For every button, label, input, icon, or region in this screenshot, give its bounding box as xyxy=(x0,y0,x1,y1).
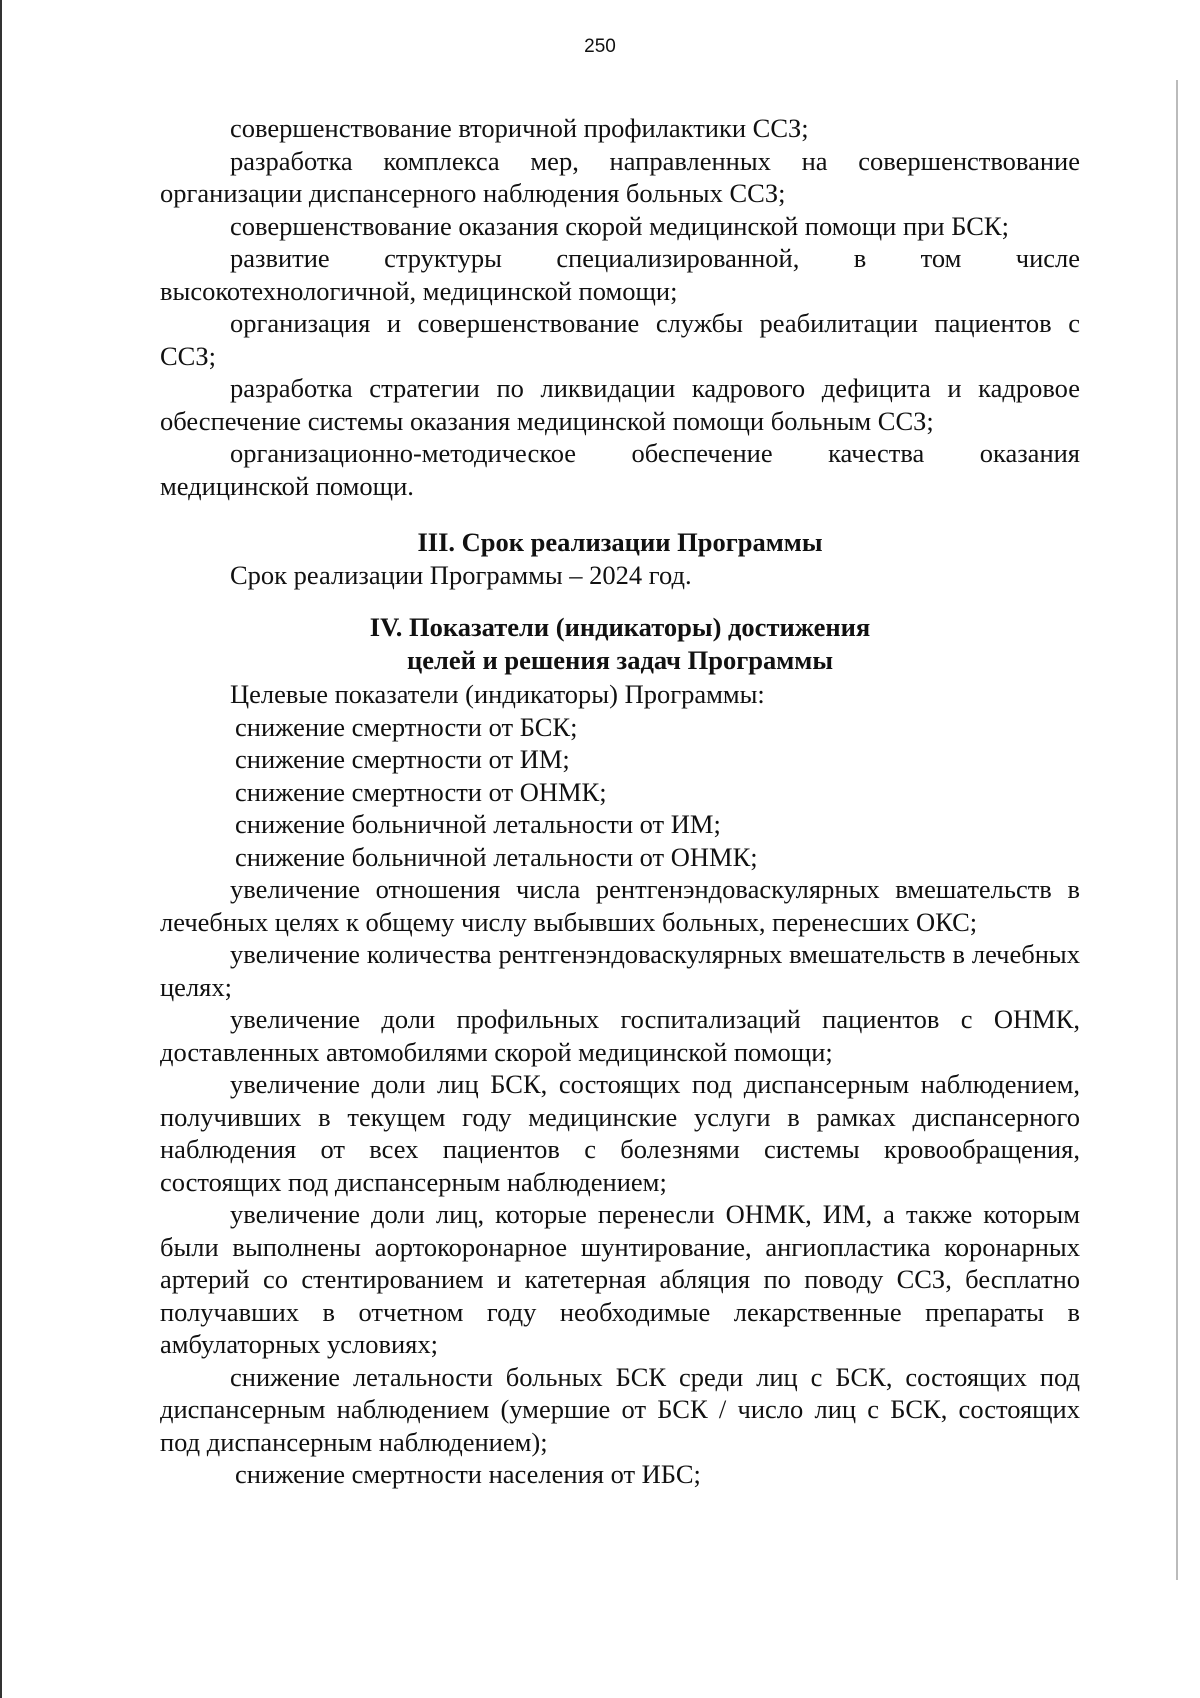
indicator-item: увеличение отношения числа рентгенэндоваскулярных вмешательств в лечебных целях к общему числу выбывших больных, перенесших ОКС; xyxy=(160,874,1080,937)
page-number: 250 xyxy=(584,36,616,57)
indicator-item: снижение смертности от ИМ; xyxy=(235,744,570,774)
list-item: разработка комплекса мер, направленных на совершенствование организации диспансерного наблюдения больных ССЗ; xyxy=(160,145,1080,208)
goals-list xyxy=(160,112,1080,502)
indicator-item: увеличение количества рентгенэндоваскулярных вмешательств в лечебных целях; xyxy=(160,939,1080,1002)
indicator-item: увеличение доли лиц, которые перенесли ОНМК, ИМ, а также которым были выполнены аортокоронарное шунтирование, ангиопластика коронарных артерий со стентированием и катетерная абляция по поводу ССЗ, бесплатно получавших в отчетном году необходимые лекарственные препараты в амбулаторных условиях; xyxy=(160,1199,1080,1359)
indicator-item: увеличение доли профильных госпитализаций пациентов с ОНМК, доставленных автомобилями скорой медицинской помощи; xyxy=(160,1004,1080,1067)
list-item: совершенствование вторичной профилактики ССЗ; xyxy=(230,113,809,143)
list-item: организация и совершенствование службы реабилитации пациентов с ССЗ; xyxy=(160,308,1080,371)
section-4-heading xyxy=(160,611,1080,676)
list-item: совершенствование оказания скорой медицинской помощи при БСК; xyxy=(230,210,1009,241)
indicator-item: снижение летальности больных БСК среди лиц с БСК, состоящих под диспансерным наблюдением (умершие от БСК / число лиц с БСК, состоящих под диспансерным наблюдением); xyxy=(160,1361,1080,1457)
section-4-heading-line-2: целей и решения задач Программы xyxy=(406,644,834,675)
document-body xyxy=(160,112,1080,1491)
list-item: развитие структуры специализированной, в том числе высокотехнологичной, медицинской помощи; xyxy=(160,243,1080,306)
list-item: организационно-методическое обеспечение качества оказания медицинской помощи. xyxy=(160,438,1080,501)
indicators-intro: Целевые показатели (индикаторы) Программы: xyxy=(230,679,765,709)
indicator-item: снижение смертности от БСК; xyxy=(235,711,578,742)
indicators-list xyxy=(160,711,1080,1491)
section-4-heading-line-1: IV. Показатели (индикаторы) достижения xyxy=(369,612,871,642)
scan-edge-left xyxy=(0,0,2,1698)
indicator-item: снижение смертности от ОНМК; xyxy=(235,776,607,807)
section-3-text: Срок реализации Программы – 2024 год. xyxy=(230,559,692,590)
indicator-item: увеличение доли лиц БСК, состоящих под диспансерным наблюдением, получивших в текущем году медицинские услуги в рамках диспансерного наблюдения от всех пациентов с болезнями системы кровообращения, состоящих под диспансерным наблюдением; xyxy=(160,1069,1080,1197)
indicator-item: снижение больничной летальности от ИМ; xyxy=(235,809,721,839)
list-item: разработка стратегии по ликвидации кадрового дефицита и кадровое обеспечение системы оказания медицинской помощи больным ССЗ; xyxy=(160,373,1080,436)
scan-edge-right xyxy=(1176,80,1178,1580)
section-3-heading: III. Срок реализации Программы xyxy=(417,527,823,557)
indicator-item: снижение смертности населения от ИБС; xyxy=(235,1459,701,1489)
indicator-item: снижение больничной летальности от ОНМК; xyxy=(235,841,758,872)
